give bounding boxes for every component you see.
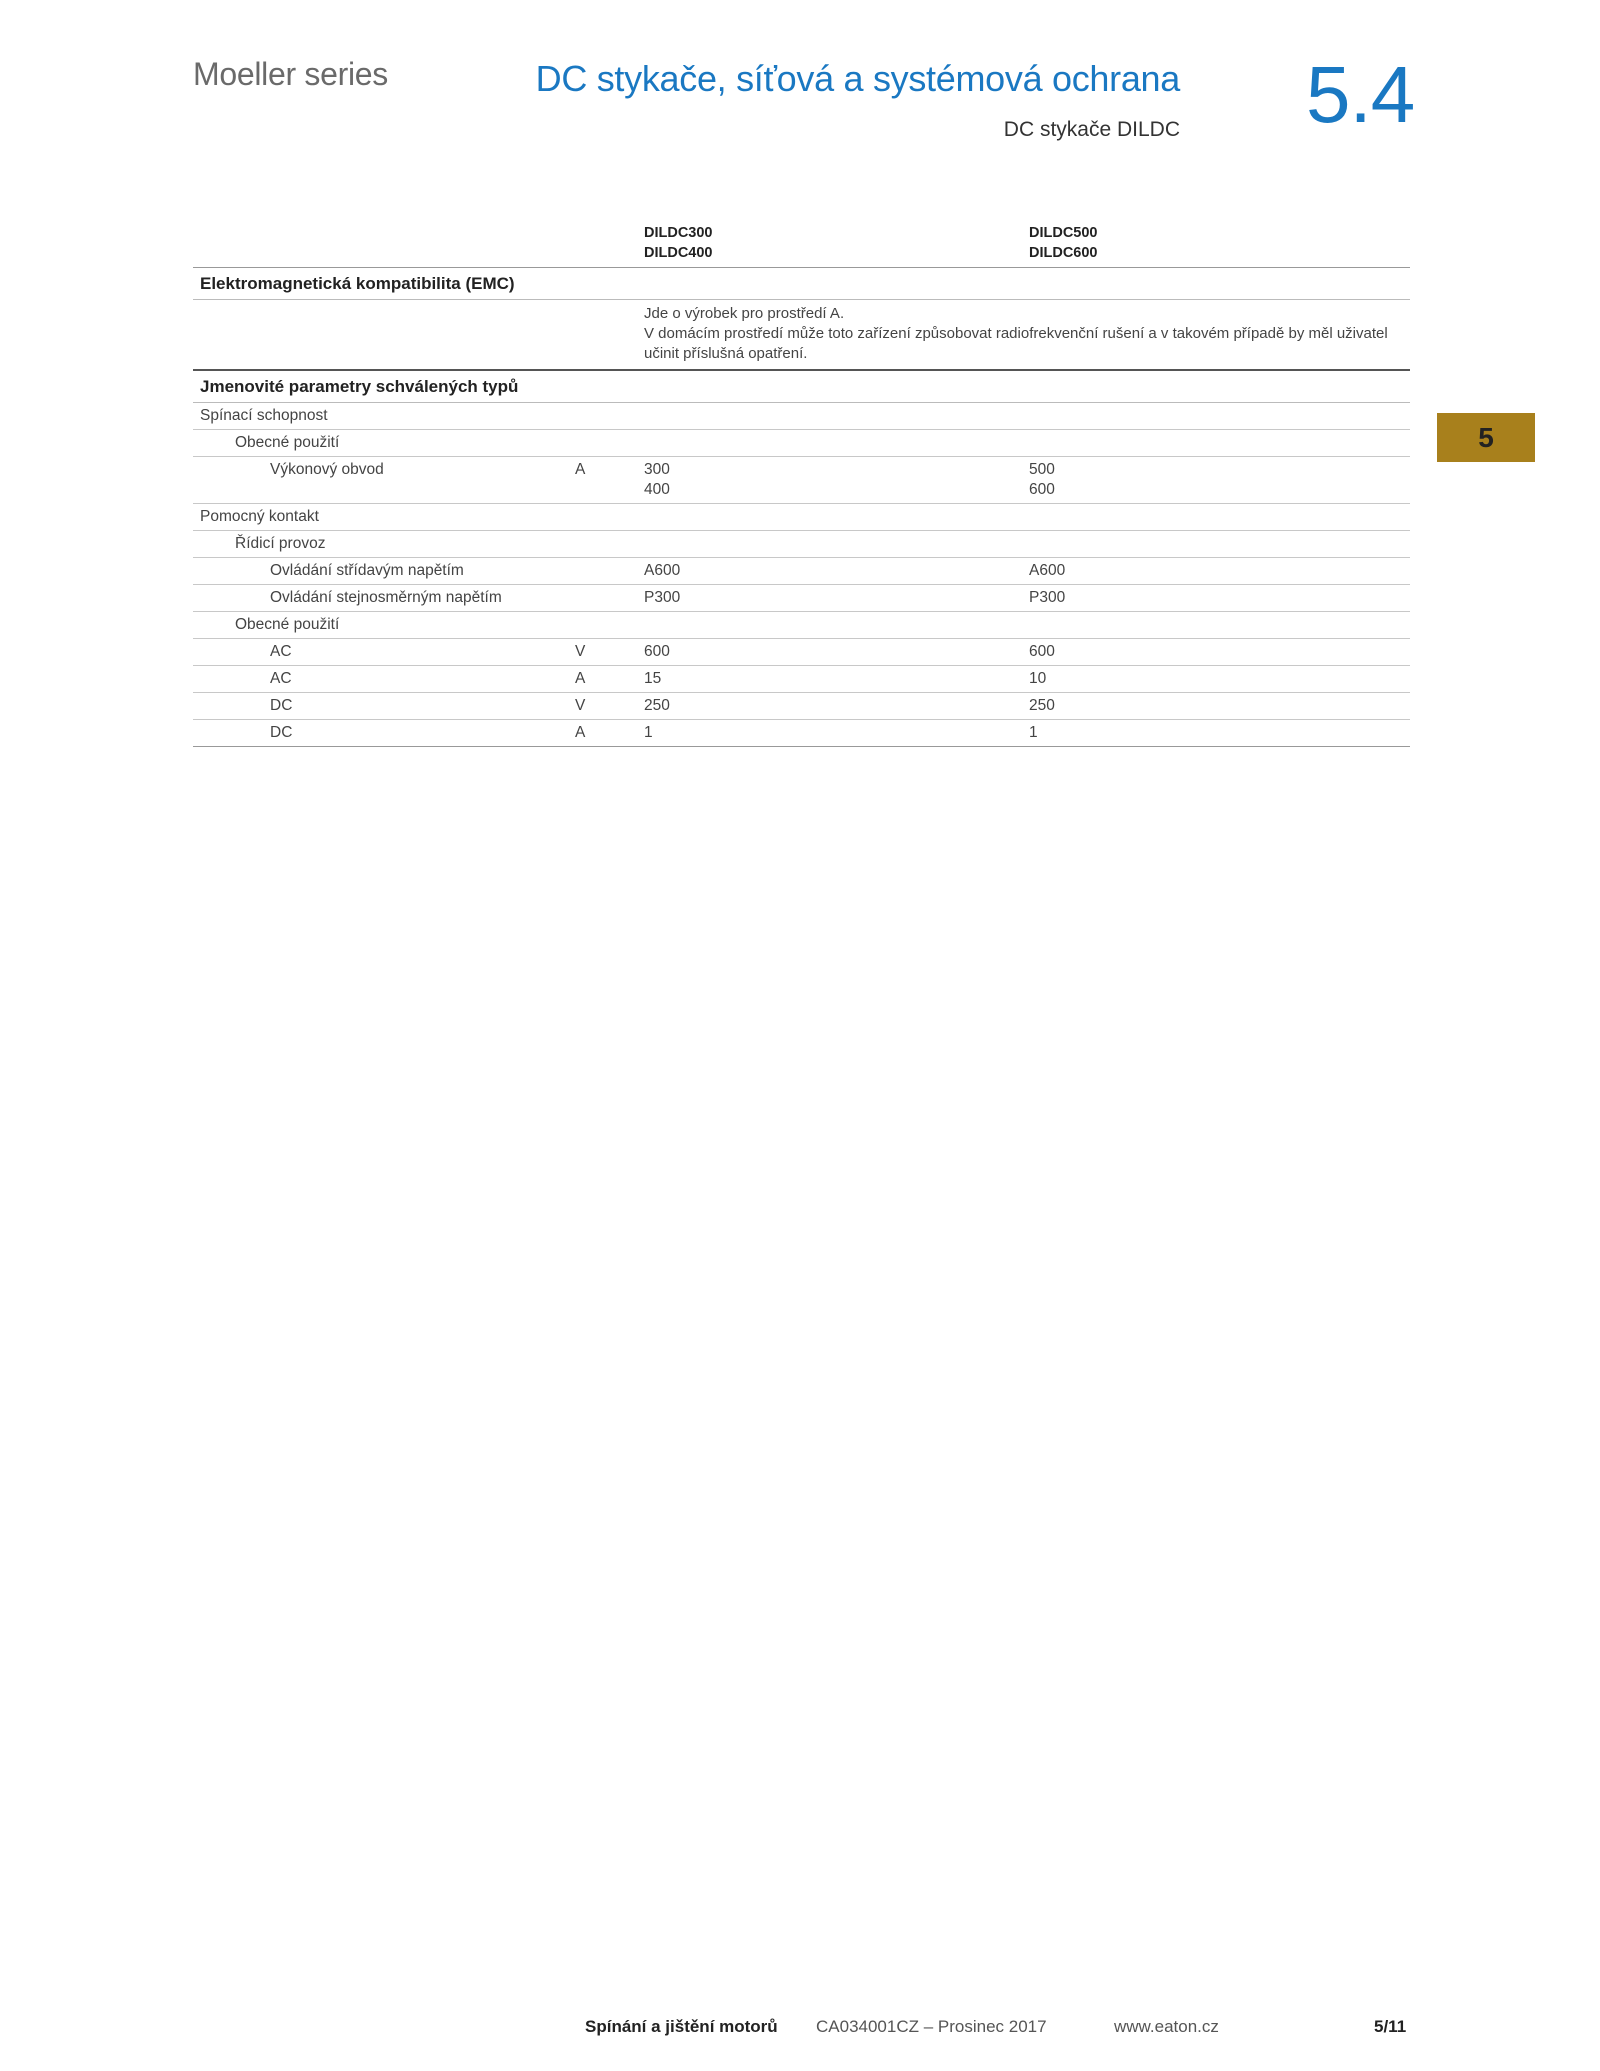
table-row: Obecné použití	[193, 612, 1410, 639]
section-heading-rated: Jmenovité parametry schválených typů	[193, 370, 1410, 403]
footer-doc-id: CA034001CZ – Prosinec 2017	[816, 2017, 1047, 2036]
page-subtitle: DC stykače DILDC	[1003, 118, 1180, 141]
footer-website-link[interactable]: www.eaton.cz	[1114, 2017, 1219, 2036]
table-row: Ovládání stejnosměrným napětím P300 P300	[193, 585, 1410, 612]
column-header-2: DILDC500 DILDC600	[1029, 220, 1410, 268]
series-name: Moeller series	[193, 56, 388, 92]
table-row: Pomocný kontakt	[193, 504, 1410, 531]
table-row: Spínací schopnost	[193, 403, 1410, 430]
table-row	[193, 300, 1410, 371]
spec-table	[193, 220, 1410, 747]
table-row: Výkonový obvod A 300 400 500 600	[193, 457, 1410, 504]
table-row: DC V 250 250	[193, 693, 1410, 720]
table-row: AC A 15 10	[193, 666, 1410, 693]
page-title: DC stykače, síťová a systémová ochrana	[535, 58, 1180, 99]
table-row: Ovládání střídavým napětím A600 A600	[193, 558, 1410, 585]
footer-page-number: 5/11	[1374, 2017, 1407, 2036]
column-header-1: DILDC300 DILDC400	[644, 220, 1029, 268]
section-heading-emc: Elektromagnetická kompatibilita (EMC)	[193, 268, 1410, 300]
table-row: DC A 1 1	[193, 720, 1410, 747]
footer-section: Spínání a jištění motorů	[585, 2017, 778, 2036]
table-row: Řídicí provoz	[193, 531, 1410, 558]
table-row: AC V 600 600	[193, 639, 1410, 666]
chapter-tab[interactable]: 5	[1437, 413, 1535, 462]
page-footer	[0, 2017, 1600, 2041]
section-number: 5.4	[1306, 50, 1415, 139]
table-header-row	[193, 220, 1410, 268]
table-row: Obecné použití	[193, 430, 1410, 457]
emc-note: Jde o výrobek pro prostředí A. V domácím prostředí může toto zařízení způsobovat radiofrekvenční rušení a v takovém případě by měl uživatel učinit příslušná opatření.	[644, 300, 1410, 371]
